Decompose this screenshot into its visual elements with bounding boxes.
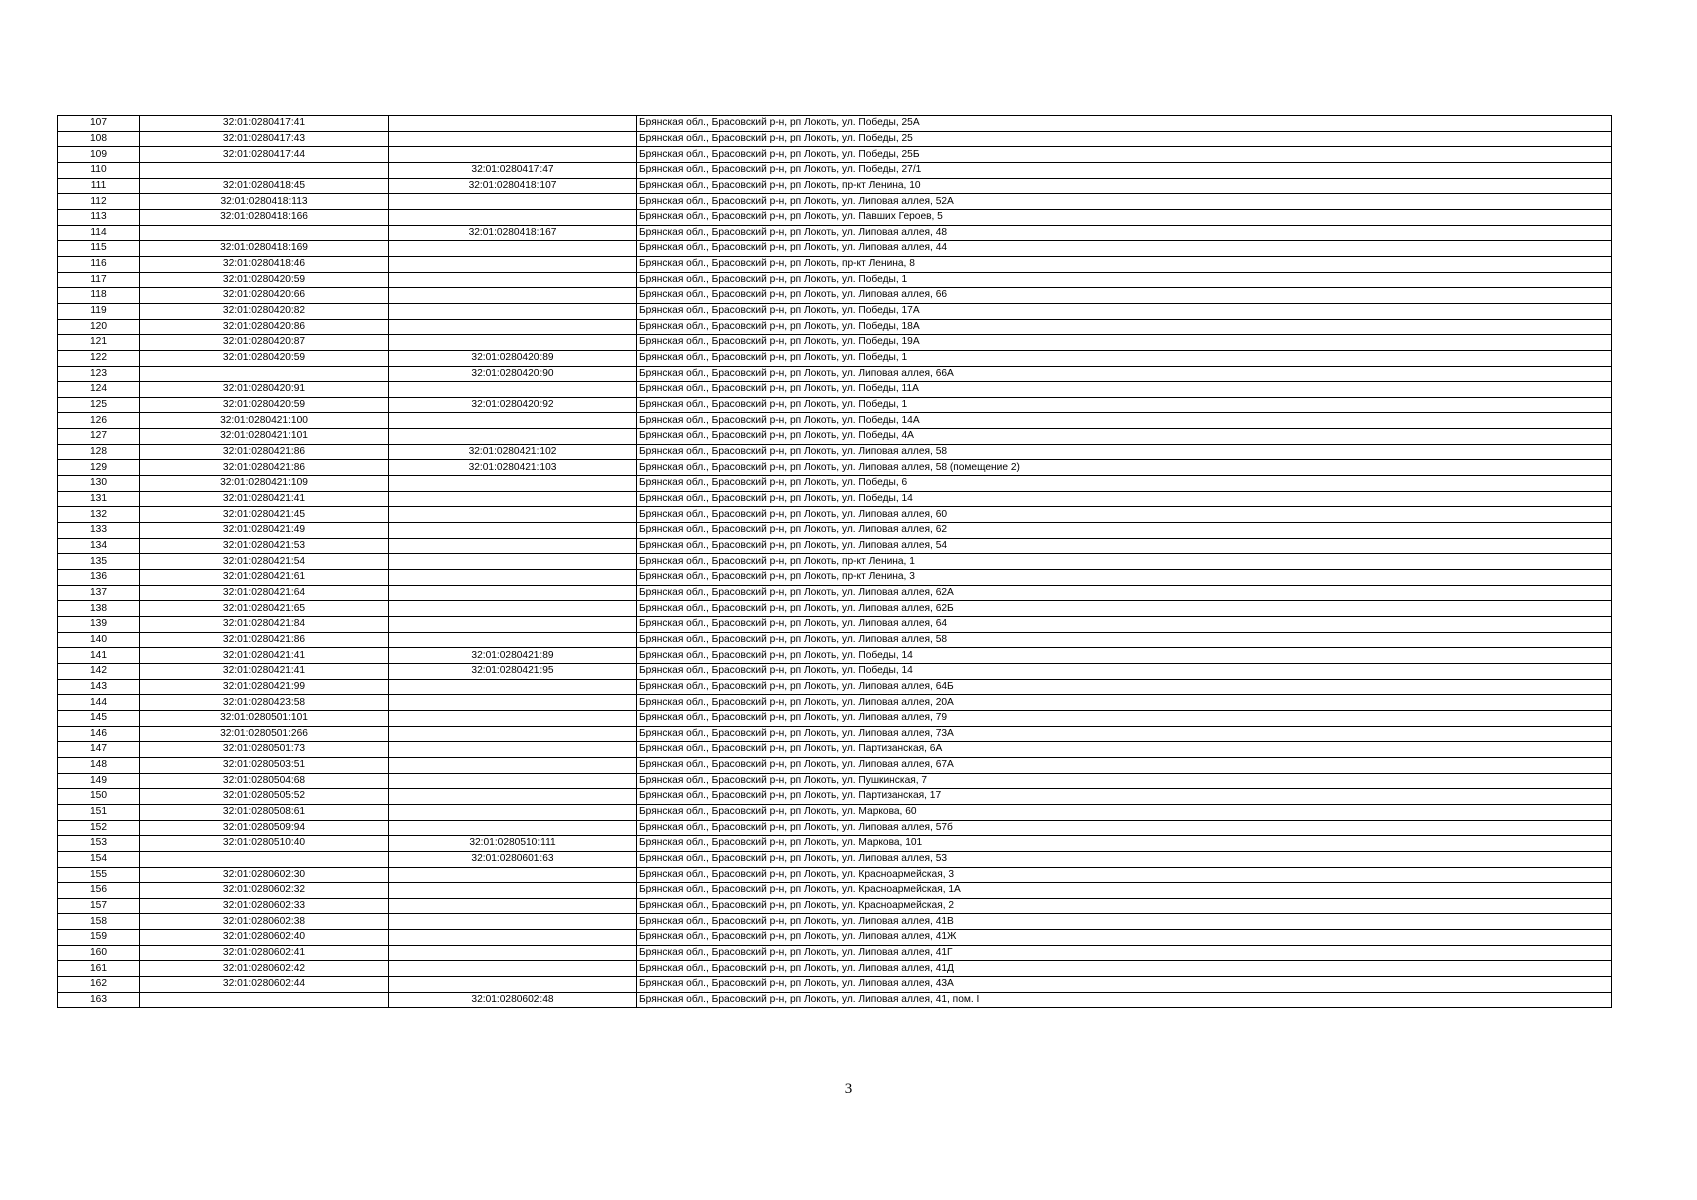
address-cell: Брянская обл., Брасовский р-н, рп Локоть, ул. Липовая аллея, 79 bbox=[637, 710, 1612, 726]
cadastral-number-cell: 32:01:0280421:86 bbox=[140, 460, 389, 476]
cadastral-number-cell: 32:01:0280421:99 bbox=[140, 679, 389, 695]
address-cell: Брянская обл., Брасовский р-н, рп Локоть, ул. Липовая аллея, 54 bbox=[637, 538, 1612, 554]
address-cell: Брянская обл., Брасовский р-н, рп Локоть, ул. Партизанская, 17 bbox=[637, 789, 1612, 805]
row-number-cell: 158 bbox=[58, 914, 140, 930]
cadastral-number-cell: 32:01:0280602:42 bbox=[140, 961, 389, 977]
object-cadastral-number-cell: 32:01:0280421:103 bbox=[389, 460, 637, 476]
row-number-cell: 128 bbox=[58, 444, 140, 460]
row-number-cell: 149 bbox=[58, 773, 140, 789]
object-cadastral-number-cell bbox=[389, 335, 637, 351]
cadastral-number-cell bbox=[140, 162, 389, 178]
table-row bbox=[58, 820, 1612, 836]
cadastral-table bbox=[57, 115, 1612, 1008]
cadastral-number-cell: 32:01:0280420:59 bbox=[140, 397, 389, 413]
row-number-cell: 116 bbox=[58, 256, 140, 272]
cadastral-number-cell: 32:01:0280421:84 bbox=[140, 617, 389, 633]
address-cell: Брянская обл., Брасовский р-н, рп Локоть, ул. Победы, 1 bbox=[637, 350, 1612, 366]
object-cadastral-number-cell bbox=[389, 710, 637, 726]
table-row bbox=[58, 883, 1612, 899]
table-row bbox=[58, 272, 1612, 288]
address-cell: Брянская обл., Брасовский р-н, рп Локоть, ул. Победы, 25 bbox=[637, 131, 1612, 147]
table-row bbox=[58, 350, 1612, 366]
cadastral-number-cell: 32:01:0280423:58 bbox=[140, 695, 389, 711]
address-cell: Брянская обл., Брасовский р-н, рп Локоть, ул. Красноармейская, 1А bbox=[637, 883, 1612, 899]
row-number-cell: 109 bbox=[58, 147, 140, 163]
address-cell: Брянская обл., Брасовский р-н, рп Локоть, ул. Победы, 27/1 bbox=[637, 162, 1612, 178]
cadastral-number-cell: 32:01:0280421:41 bbox=[140, 663, 389, 679]
table-row bbox=[58, 476, 1612, 492]
cadastral-number-cell: 32:01:0280421:53 bbox=[140, 538, 389, 554]
object-cadastral-number-cell bbox=[389, 679, 637, 695]
cadastral-number-cell: 32:01:0280420:91 bbox=[140, 382, 389, 398]
row-number-cell: 139 bbox=[58, 617, 140, 633]
row-number-cell: 160 bbox=[58, 945, 140, 961]
row-number-cell: 159 bbox=[58, 930, 140, 946]
address-cell: Брянская обл., Брасовский р-н, рп Локоть, пр-кт Ленина, 1 bbox=[637, 554, 1612, 570]
object-cadastral-number-cell bbox=[389, 147, 637, 163]
table-row bbox=[58, 256, 1612, 272]
table-row bbox=[58, 851, 1612, 867]
object-cadastral-number-cell bbox=[389, 820, 637, 836]
cadastral-number-cell: 32:01:0280418:45 bbox=[140, 178, 389, 194]
table-row bbox=[58, 366, 1612, 382]
row-number-cell: 111 bbox=[58, 178, 140, 194]
address-cell: Брянская обл., Брасовский р-н, рп Локоть, ул. Победы, 19А bbox=[637, 335, 1612, 351]
object-cadastral-number-cell bbox=[389, 914, 637, 930]
cadastral-number-cell: 32:01:0280420:87 bbox=[140, 335, 389, 351]
table-row bbox=[58, 648, 1612, 664]
row-number-cell: 118 bbox=[58, 288, 140, 304]
object-cadastral-number-cell bbox=[389, 961, 637, 977]
object-cadastral-number-cell bbox=[389, 131, 637, 147]
row-number-cell: 162 bbox=[58, 977, 140, 993]
address-cell: Брянская обл., Брасовский р-н, рп Локоть, ул. Победы, 25А bbox=[637, 116, 1612, 132]
cadastral-number-cell: 32:01:0280421:64 bbox=[140, 585, 389, 601]
row-number-cell: 120 bbox=[58, 319, 140, 335]
table-row bbox=[58, 977, 1612, 993]
address-cell: Брянская обл., Брасовский р-н, рп Локоть, ул. Победы, 6 bbox=[637, 476, 1612, 492]
object-cadastral-number-cell bbox=[389, 413, 637, 429]
row-number-cell: 126 bbox=[58, 413, 140, 429]
address-cell: Брянская обл., Брасовский р-н, рп Локоть, пр-кт Ленина, 8 bbox=[637, 256, 1612, 272]
cadastral-number-cell bbox=[140, 992, 389, 1008]
cadastral-number-cell: 32:01:0280510:40 bbox=[140, 836, 389, 852]
address-cell: Брянская обл., Брасовский р-н, рп Локоть, ул. Победы, 14А bbox=[637, 413, 1612, 429]
address-cell: Брянская обл., Брасовский р-н, рп Локоть, ул. Пушкинская, 7 bbox=[637, 773, 1612, 789]
table-row bbox=[58, 992, 1612, 1008]
table-row bbox=[58, 914, 1612, 930]
object-cadastral-number-cell bbox=[389, 116, 637, 132]
cadastral-number-cell: 32:01:0280418:169 bbox=[140, 241, 389, 257]
address-cell: Брянская обл., Брасовский р-н, рп Локоть, ул. Липовая аллея, 41Г bbox=[637, 945, 1612, 961]
table-row bbox=[58, 397, 1612, 413]
table-row bbox=[58, 695, 1612, 711]
table-row bbox=[58, 601, 1612, 617]
object-cadastral-number-cell bbox=[389, 288, 637, 304]
cadastral-number-cell: 32:01:0280504:68 bbox=[140, 773, 389, 789]
address-cell: Брянская обл., Брасовский р-н, рп Локоть, ул. Маркова, 60 bbox=[637, 804, 1612, 820]
table-row bbox=[58, 523, 1612, 539]
object-cadastral-number-cell: 32:01:0280510:111 bbox=[389, 836, 637, 852]
object-cadastral-number-cell bbox=[389, 757, 637, 773]
object-cadastral-number-cell bbox=[389, 883, 637, 899]
object-cadastral-number-cell: 32:01:0280421:89 bbox=[389, 648, 637, 664]
address-cell: Брянская обл., Брасовский р-н, рп Локоть, ул. Победы, 14 bbox=[637, 648, 1612, 664]
table-row bbox=[58, 319, 1612, 335]
row-number-cell: 127 bbox=[58, 429, 140, 445]
address-cell: Брянская обл., Брасовский р-н, рп Локоть, ул. Липовая аллея, 53 bbox=[637, 851, 1612, 867]
object-cadastral-number-cell bbox=[389, 726, 637, 742]
table-row bbox=[58, 178, 1612, 194]
table-row bbox=[58, 836, 1612, 852]
row-number-cell: 153 bbox=[58, 836, 140, 852]
row-number-cell: 124 bbox=[58, 382, 140, 398]
row-number-cell: 125 bbox=[58, 397, 140, 413]
object-cadastral-number-cell bbox=[389, 804, 637, 820]
row-number-cell: 123 bbox=[58, 366, 140, 382]
row-number-cell: 129 bbox=[58, 460, 140, 476]
row-number-cell: 145 bbox=[58, 710, 140, 726]
table-row bbox=[58, 162, 1612, 178]
cadastral-number-cell: 32:01:0280421:41 bbox=[140, 491, 389, 507]
object-cadastral-number-cell bbox=[389, 319, 637, 335]
address-cell: Брянская обл., Брасовский р-н, рп Локоть, ул. Липовая аллея, 58 bbox=[637, 444, 1612, 460]
cadastral-number-cell: 32:01:0280421:109 bbox=[140, 476, 389, 492]
address-cell: Брянская обл., Брасовский р-н, рп Локоть, ул. Красноармейская, 2 bbox=[637, 898, 1612, 914]
table-row bbox=[58, 570, 1612, 586]
object-cadastral-number-cell bbox=[389, 491, 637, 507]
row-number-cell: 148 bbox=[58, 757, 140, 773]
table-row bbox=[58, 116, 1612, 132]
table-row bbox=[58, 303, 1612, 319]
cadastral-number-cell: 32:01:0280417:43 bbox=[140, 131, 389, 147]
address-cell: Брянская обл., Брасовский р-н, рп Локоть, ул. Липовая аллея, 41, пом. I bbox=[637, 992, 1612, 1008]
row-number-cell: 112 bbox=[58, 194, 140, 210]
object-cadastral-number-cell: 32:01:0280418:107 bbox=[389, 178, 637, 194]
page-number: 3 bbox=[844, 1081, 853, 1097]
object-cadastral-number-cell: 32:01:0280418:167 bbox=[389, 225, 637, 241]
table-body bbox=[58, 116, 1612, 1008]
cadastral-number-cell: 32:01:0280602:32 bbox=[140, 883, 389, 899]
row-number-cell: 151 bbox=[58, 804, 140, 820]
table-row bbox=[58, 632, 1612, 648]
cadastral-number-cell: 32:01:0280418:166 bbox=[140, 209, 389, 225]
row-number-cell: 115 bbox=[58, 241, 140, 257]
table-row bbox=[58, 930, 1612, 946]
address-cell: Брянская обл., Брасовский р-н, рп Локоть, ул. Липовая аллея, 57б bbox=[637, 820, 1612, 836]
row-number-cell: 152 bbox=[58, 820, 140, 836]
table-row bbox=[58, 382, 1612, 398]
address-cell: Брянская обл., Брасовский р-н, рп Локоть, ул. Липовая аллея, 62Б bbox=[637, 601, 1612, 617]
cadastral-number-cell: 32:01:0280421:101 bbox=[140, 429, 389, 445]
address-cell: Брянская обл., Брасовский р-н, рп Локоть, ул. Липовая аллея, 60 bbox=[637, 507, 1612, 523]
cadastral-number-cell bbox=[140, 851, 389, 867]
table-row bbox=[58, 617, 1612, 633]
row-number-cell: 142 bbox=[58, 663, 140, 679]
address-cell: Брянская обл., Брасовский р-н, рп Локоть, ул. Липовая аллея, 66 bbox=[637, 288, 1612, 304]
address-cell: Брянская обл., Брасовский р-н, рп Локоть, ул. Победы, 4А bbox=[637, 429, 1612, 445]
cadastral-number-cell: 32:01:0280602:30 bbox=[140, 867, 389, 883]
address-cell: Брянская обл., Брасовский р-н, рп Локоть, ул. Липовая аллея, 43А bbox=[637, 977, 1612, 993]
table-row bbox=[58, 961, 1612, 977]
cadastral-number-cell: 32:01:0280420:86 bbox=[140, 319, 389, 335]
cadastral-number-cell: 32:01:0280602:41 bbox=[140, 945, 389, 961]
address-cell: Брянская обл., Брасовский р-н, рп Локоть, ул. Липовая аллея, 41Д bbox=[637, 961, 1612, 977]
table-row bbox=[58, 898, 1612, 914]
cadastral-number-cell: 32:01:0280509:94 bbox=[140, 820, 389, 836]
row-number-cell: 134 bbox=[58, 538, 140, 554]
cadastral-number-cell: 32:01:0280417:44 bbox=[140, 147, 389, 163]
address-cell: Брянская обл., Брасовский р-н, рп Локоть, пр-кт Ленина, 3 bbox=[637, 570, 1612, 586]
object-cadastral-number-cell bbox=[389, 945, 637, 961]
table-row bbox=[58, 679, 1612, 695]
object-cadastral-number-cell bbox=[389, 617, 637, 633]
table-row bbox=[58, 726, 1612, 742]
address-cell: Брянская обл., Брасовский р-н, рп Локоть, ул. Липовая аллея, 73А bbox=[637, 726, 1612, 742]
table-row bbox=[58, 460, 1612, 476]
table-row bbox=[58, 335, 1612, 351]
table-row bbox=[58, 663, 1612, 679]
cadastral-number-cell: 32:01:0280421:61 bbox=[140, 570, 389, 586]
row-number-cell: 136 bbox=[58, 570, 140, 586]
object-cadastral-number-cell bbox=[389, 930, 637, 946]
row-number-cell: 155 bbox=[58, 867, 140, 883]
cadastral-number-cell: 32:01:0280421:54 bbox=[140, 554, 389, 570]
address-cell: Брянская обл., Брасовский р-н, рп Локоть, ул. Победы, 14 bbox=[637, 663, 1612, 679]
row-number-cell: 140 bbox=[58, 632, 140, 648]
address-cell: Брянская обл., Брасовский р-н, рп Локоть, ул. Победы, 1 bbox=[637, 397, 1612, 413]
address-cell: Брянская обл., Брасовский р-н, рп Локоть, ул. Липовая аллея, 67А bbox=[637, 757, 1612, 773]
object-cadastral-number-cell bbox=[389, 538, 637, 554]
object-cadastral-number-cell bbox=[389, 256, 637, 272]
cadastral-number-cell: 32:01:0280421:41 bbox=[140, 648, 389, 664]
cadastral-number-cell: 32:01:0280421:86 bbox=[140, 632, 389, 648]
cadastral-number-cell: 32:01:0280505:52 bbox=[140, 789, 389, 805]
table-row bbox=[58, 147, 1612, 163]
row-number-cell: 135 bbox=[58, 554, 140, 570]
cadastral-number-cell: 32:01:0280508:61 bbox=[140, 804, 389, 820]
row-number-cell: 113 bbox=[58, 209, 140, 225]
cadastral-number-cell: 32:01:0280602:38 bbox=[140, 914, 389, 930]
row-number-cell: 137 bbox=[58, 585, 140, 601]
object-cadastral-number-cell bbox=[389, 773, 637, 789]
address-cell: Брянская обл., Брасовский р-н, рп Локоть, ул. Липовая аллея, 64 bbox=[637, 617, 1612, 633]
row-number-cell: 157 bbox=[58, 898, 140, 914]
address-cell: Брянская обл., Брасовский р-н, рп Локоть, ул. Победы, 11А bbox=[637, 382, 1612, 398]
address-cell: Брянская обл., Брасовский р-н, рп Локоть, ул. Маркова, 101 bbox=[637, 836, 1612, 852]
object-cadastral-number-cell bbox=[389, 194, 637, 210]
cadastral-number-cell: 32:01:0280503:51 bbox=[140, 757, 389, 773]
object-cadastral-number-cell: 32:01:0280421:102 bbox=[389, 444, 637, 460]
object-cadastral-number-cell: 32:01:0280420:92 bbox=[389, 397, 637, 413]
cadastral-number-cell: 32:01:0280417:41 bbox=[140, 116, 389, 132]
address-cell: Брянская обл., Брасовский р-н, рп Локоть, ул. Победы, 14 bbox=[637, 491, 1612, 507]
cadastral-number-cell: 32:01:0280420:59 bbox=[140, 272, 389, 288]
cadastral-number-cell: 32:01:0280602:40 bbox=[140, 930, 389, 946]
row-number-cell: 138 bbox=[58, 601, 140, 617]
cadastral-number-cell: 32:01:0280420:66 bbox=[140, 288, 389, 304]
address-cell: Брянская обл., Брасовский р-н, рп Локоть, ул. Липовая аллея, 20А bbox=[637, 695, 1612, 711]
object-cadastral-number-cell bbox=[389, 272, 637, 288]
table-row bbox=[58, 413, 1612, 429]
object-cadastral-number-cell: 32:01:0280420:89 bbox=[389, 350, 637, 366]
table-row bbox=[58, 241, 1612, 257]
object-cadastral-number-cell bbox=[389, 209, 637, 225]
table-row bbox=[58, 538, 1612, 554]
cadastral-number-cell bbox=[140, 225, 389, 241]
table-row bbox=[58, 804, 1612, 820]
address-cell: Брянская обл., Брасовский р-н, рп Локоть, ул. Липовая аллея, 64Б bbox=[637, 679, 1612, 695]
address-cell: Брянская обл., Брасовский р-н, рп Локоть, ул. Липовая аллея, 58 (помещение 2) bbox=[637, 460, 1612, 476]
table-row bbox=[58, 710, 1612, 726]
row-number-cell: 107 bbox=[58, 116, 140, 132]
table-row bbox=[58, 789, 1612, 805]
row-number-cell: 161 bbox=[58, 961, 140, 977]
row-number-cell: 132 bbox=[58, 507, 140, 523]
table-row bbox=[58, 585, 1612, 601]
cadastral-number-cell: 32:01:0280418:46 bbox=[140, 256, 389, 272]
row-number-cell: 119 bbox=[58, 303, 140, 319]
cadastral-number-cell: 32:01:0280421:100 bbox=[140, 413, 389, 429]
table-row bbox=[58, 225, 1612, 241]
object-cadastral-number-cell bbox=[389, 241, 637, 257]
cadastral-number-cell: 32:01:0280602:44 bbox=[140, 977, 389, 993]
address-cell: Брянская обл., Брасовский р-н, рп Локоть, ул. Победы, 18А bbox=[637, 319, 1612, 335]
cadastral-number-cell: 32:01:0280501:73 bbox=[140, 742, 389, 758]
table-row bbox=[58, 945, 1612, 961]
address-cell: Брянская обл., Брасовский р-н, рп Локоть, ул. Липовая аллея, 44 bbox=[637, 241, 1612, 257]
table-row bbox=[58, 131, 1612, 147]
cadastral-number-cell: 32:01:0280421:86 bbox=[140, 444, 389, 460]
table-row bbox=[58, 554, 1612, 570]
table-row bbox=[58, 742, 1612, 758]
address-cell: Брянская обл., Брасовский р-н, рп Локоть, ул. Липовая аллея, 62А bbox=[637, 585, 1612, 601]
table-row bbox=[58, 194, 1612, 210]
row-number-cell: 117 bbox=[58, 272, 140, 288]
object-cadastral-number-cell bbox=[389, 570, 637, 586]
cadastral-number-cell bbox=[140, 366, 389, 382]
row-number-cell: 114 bbox=[58, 225, 140, 241]
address-cell: Брянская обл., Брасовский р-н, рп Локоть, ул. Победы, 25Б bbox=[637, 147, 1612, 163]
address-cell: Брянская обл., Брасовский р-н, рп Локоть, ул. Липовая аллея, 41Ж bbox=[637, 930, 1612, 946]
object-cadastral-number-cell bbox=[389, 303, 637, 319]
row-number-cell: 146 bbox=[58, 726, 140, 742]
cadastral-number-cell: 32:01:0280421:49 bbox=[140, 523, 389, 539]
object-cadastral-number-cell bbox=[389, 632, 637, 648]
address-cell: Брянская обл., Брасовский р-н, рп Локоть, ул. Липовая аллея, 52А bbox=[637, 194, 1612, 210]
address-cell: Брянская обл., Брасовский р-н, рп Локоть, ул. Партизанская, 6А bbox=[637, 742, 1612, 758]
table-row bbox=[58, 867, 1612, 883]
address-cell: Брянская обл., Брасовский р-н, рп Локоть, ул. Липовая аллея, 48 bbox=[637, 225, 1612, 241]
row-number-cell: 163 bbox=[58, 992, 140, 1008]
object-cadastral-number-cell bbox=[389, 429, 637, 445]
table-row bbox=[58, 507, 1612, 523]
address-cell: Брянская обл., Брасовский р-н, рп Локоть, ул. Липовая аллея, 58 bbox=[637, 632, 1612, 648]
address-cell: Брянская обл., Брасовский р-н, рп Локоть, ул. Победы, 17А bbox=[637, 303, 1612, 319]
object-cadastral-number-cell bbox=[389, 585, 637, 601]
table-row bbox=[58, 757, 1612, 773]
object-cadastral-number-cell bbox=[389, 742, 637, 758]
table-row bbox=[58, 429, 1612, 445]
cadastral-number-cell: 32:01:0280420:59 bbox=[140, 350, 389, 366]
address-cell: Брянская обл., Брасовский р-н, рп Локоть, ул. Липовая аллея, 66А bbox=[637, 366, 1612, 382]
cadastral-number-cell: 32:01:0280602:33 bbox=[140, 898, 389, 914]
object-cadastral-number-cell bbox=[389, 867, 637, 883]
row-number-cell: 143 bbox=[58, 679, 140, 695]
cadastral-number-cell: 32:01:0280421:45 bbox=[140, 507, 389, 523]
object-cadastral-number-cell bbox=[389, 382, 637, 398]
object-cadastral-number-cell bbox=[389, 476, 637, 492]
object-cadastral-number-cell bbox=[389, 554, 637, 570]
row-number-cell: 121 bbox=[58, 335, 140, 351]
object-cadastral-number-cell: 32:01:0280601:63 bbox=[389, 851, 637, 867]
address-cell: Брянская обл., Брасовский р-н, рп Локоть, ул. Павших Героев, 5 bbox=[637, 209, 1612, 225]
row-number-cell: 147 bbox=[58, 742, 140, 758]
row-number-cell: 154 bbox=[58, 851, 140, 867]
object-cadastral-number-cell bbox=[389, 695, 637, 711]
table-row bbox=[58, 491, 1612, 507]
table-row bbox=[58, 773, 1612, 789]
row-number-cell: 141 bbox=[58, 648, 140, 664]
object-cadastral-number-cell bbox=[389, 507, 637, 523]
table-row bbox=[58, 444, 1612, 460]
object-cadastral-number-cell: 32:01:0280420:90 bbox=[389, 366, 637, 382]
object-cadastral-number-cell bbox=[389, 898, 637, 914]
row-number-cell: 156 bbox=[58, 883, 140, 899]
object-cadastral-number-cell bbox=[389, 789, 637, 805]
row-number-cell: 108 bbox=[58, 131, 140, 147]
object-cadastral-number-cell: 32:01:0280421:95 bbox=[389, 663, 637, 679]
cadastral-number-cell: 32:01:0280501:101 bbox=[140, 710, 389, 726]
object-cadastral-number-cell bbox=[389, 601, 637, 617]
row-number-cell: 144 bbox=[58, 695, 140, 711]
cadastral-number-cell: 32:01:0280420:82 bbox=[140, 303, 389, 319]
address-cell: Брянская обл., Брасовский р-н, рп Локоть, ул. Красноармейская, 3 bbox=[637, 867, 1612, 883]
row-number-cell: 150 bbox=[58, 789, 140, 805]
cadastral-number-cell: 32:01:0280418:113 bbox=[140, 194, 389, 210]
row-number-cell: 133 bbox=[58, 523, 140, 539]
cadastral-number-cell: 32:01:0280501:266 bbox=[140, 726, 389, 742]
address-cell: Брянская обл., Брасовский р-н, рп Локоть, ул. Липовая аллея, 41В bbox=[637, 914, 1612, 930]
address-cell: Брянская обл., Брасовский р-н, рп Локоть, пр-кт Ленина, 10 bbox=[637, 178, 1612, 194]
table-row bbox=[58, 209, 1612, 225]
object-cadastral-number-cell bbox=[389, 977, 637, 993]
row-number-cell: 130 bbox=[58, 476, 140, 492]
object-cadastral-number-cell bbox=[389, 523, 637, 539]
object-cadastral-number-cell: 32:01:0280417:47 bbox=[389, 162, 637, 178]
object-cadastral-number-cell: 32:01:0280602:48 bbox=[389, 992, 637, 1008]
address-cell: Брянская обл., Брасовский р-н, рп Локоть, ул. Победы, 1 bbox=[637, 272, 1612, 288]
cadastral-number-cell: 32:01:0280421:65 bbox=[140, 601, 389, 617]
address-cell: Брянская обл., Брасовский р-н, рп Локоть, ул. Липовая аллея, 62 bbox=[637, 523, 1612, 539]
row-number-cell: 131 bbox=[58, 491, 140, 507]
row-number-cell: 110 bbox=[58, 162, 140, 178]
table-row bbox=[58, 288, 1612, 304]
row-number-cell: 122 bbox=[58, 350, 140, 366]
